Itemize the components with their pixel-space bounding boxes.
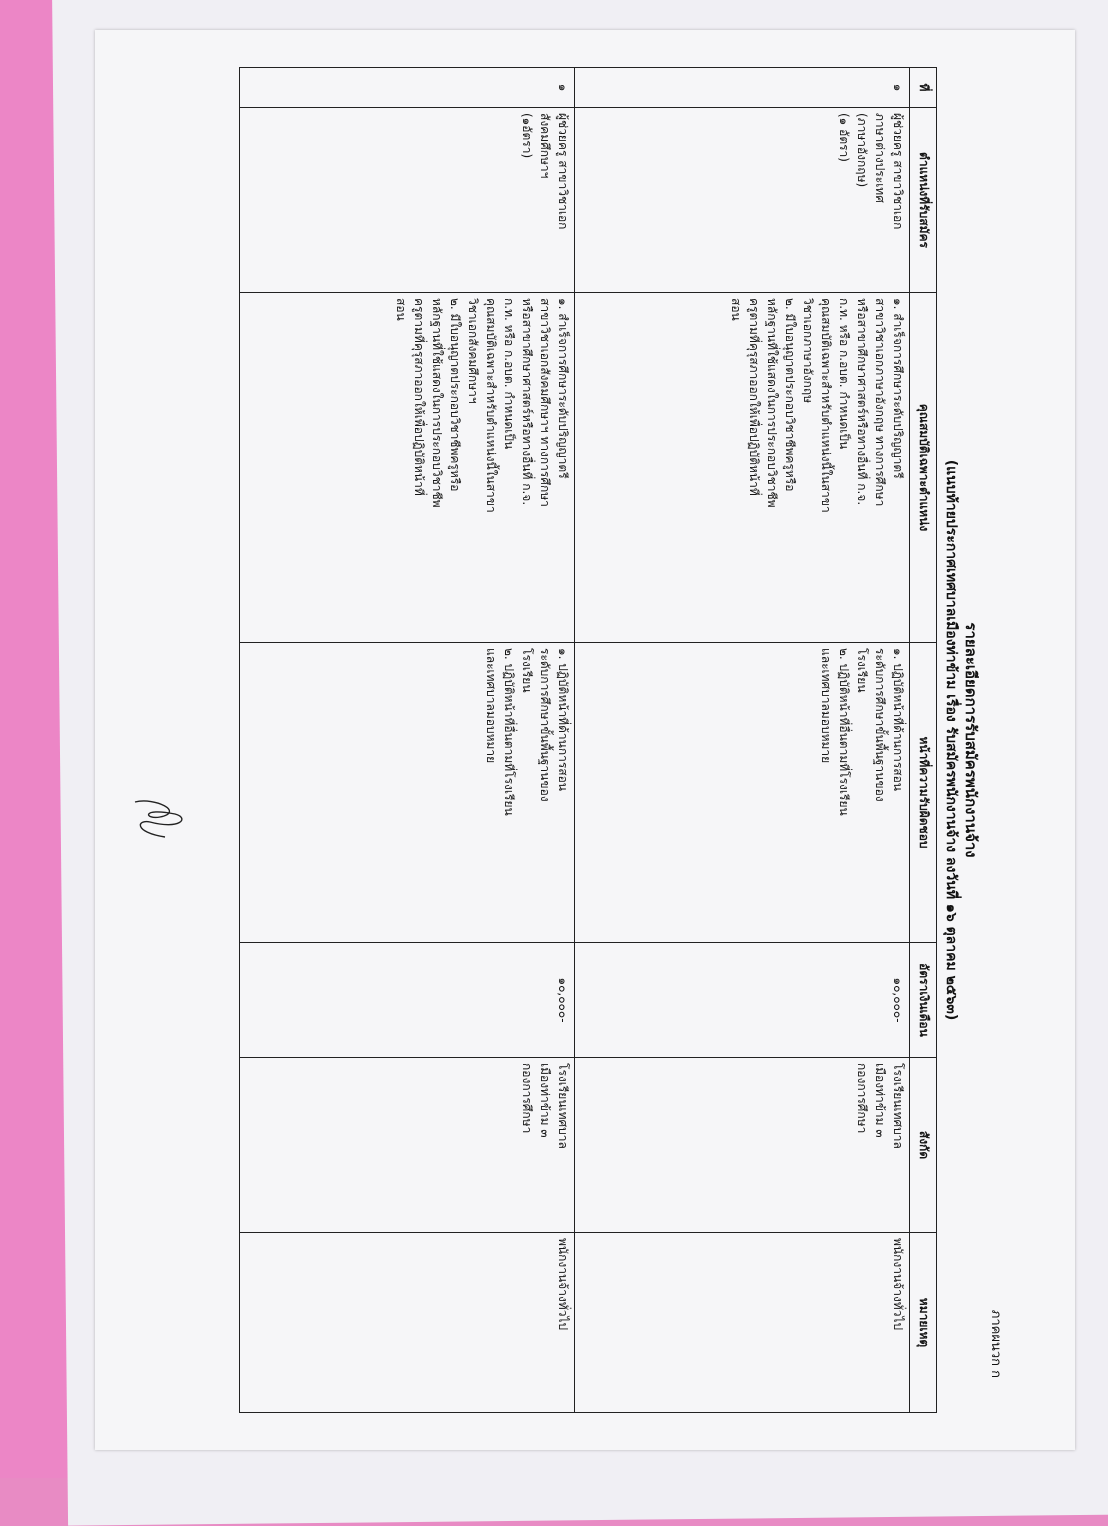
header-remark: หมายเหตุ (910, 1233, 937, 1413)
duties-line: โรงเรียน (855, 648, 869, 693)
row-number: ๑ (240, 68, 575, 108)
position-line: ผู้ช่วยครู สาขาวิชาเอก (556, 113, 570, 230)
duties-line: และเทศบาลมอบหมาย (484, 648, 498, 764)
qualifications-line: สาขาวิชาเอกสังคมศึกษาฯ ทางการศึกษา (538, 298, 552, 507)
qualifications-line: ๒. มีใบอนุญาตประกอบวิชาชีพครูหรือ (448, 298, 462, 492)
affiliation-line: เมืองท่าข้าม ๓ (873, 1063, 887, 1138)
row-number: ๑ (575, 68, 910, 108)
qualifications-line: หรือสาขาศึกษาศาสตร์หรือทางอื่นที่ ก.จ. (520, 298, 534, 506)
document-title: รายละเอียดการรับสมัครพนักงานจ้าง (962, 622, 980, 858)
qualifications-line: ก.ท. หรือ ก.อบต. กำหนดเป็น (502, 298, 516, 450)
affiliation-line: กองการศึกษา (855, 1063, 869, 1134)
header-affiliation: สังกัด (910, 1058, 937, 1233)
duties-cell (575, 643, 910, 943)
duties-line: ระดับการศึกษาขั้นพื้นฐานของ (873, 648, 887, 802)
signature-mark (125, 792, 195, 842)
remark-cell (240, 1233, 575, 1413)
position-line: (ภาษาอังกฤษ) (855, 113, 869, 188)
remark-line: พนักงานจ้างทั่วไป (556, 1238, 570, 1331)
position-line: ภาษาต่างประเทศ (873, 113, 887, 203)
table-row (575, 68, 910, 1413)
qualifications-line: ก.ท. หรือ ก.อบต. กำหนดเป็น (837, 298, 851, 450)
qualifications-line: หรือสาขาศึกษาศาสตร์หรือทางอื่นที่ ก.จ. (855, 298, 869, 506)
recruitment-table (239, 67, 937, 1413)
affiliation-line: โรงเรียนเทศบาล (556, 1063, 570, 1149)
header-position: ตำแหน่งที่รับสมัคร (910, 108, 937, 293)
remark-line: พนักงานจ้างทั่วไป (891, 1238, 905, 1331)
qualifications-cell (575, 293, 910, 643)
duties-line: ๒. ปฏิบัติหน้าที่อื่นตามที่โรงเรียน (502, 648, 516, 816)
affiliation-line: เมืองท่าข้าม ๓ (538, 1063, 552, 1138)
duties-cell (240, 643, 575, 943)
duties-line: และเทศบาลมอบหมาย (819, 648, 833, 764)
duties-line: โรงเรียน (520, 648, 534, 693)
duties-line: ระดับการศึกษาขั้นพื้นฐานของ (538, 648, 552, 802)
position-line: (๑อัตรา) (520, 113, 534, 159)
table-row (240, 68, 575, 1413)
qualifications-line: คุณสมบัติเฉพาะสำหรับตำแหน่งนี้ในสาขา (484, 298, 498, 513)
qualifications-line: วิชาเอกสังคมศึกษาฯ (466, 298, 480, 404)
position-cell (575, 108, 910, 293)
header-qualifications: คุณสมบัติเฉพาะตำแหน่ง (910, 293, 937, 643)
qualifications-line: สอน (729, 298, 743, 321)
duties-line: ๑. ปฏิบัติหน้าที่ด้านการสอน (891, 648, 905, 792)
table-header-row (910, 68, 937, 1413)
annex-label: ภาคผนวก ก (988, 1309, 1003, 1378)
affiliation-line: กองการศึกษา (520, 1063, 534, 1134)
header-duties: หน้าที่ความรับผิดชอบ (910, 643, 937, 943)
position-line: (๑ อัตรา) (837, 113, 851, 162)
position-line: สังคมศึกษาฯ (538, 113, 552, 179)
qualifications-line: หลักฐานที่ใช้แสดงในการประกอบวิชาชีพ (430, 298, 444, 508)
header-no: ที่ (910, 68, 937, 108)
qualifications-line: สาขาวิชาเอกภาษาอังกฤษ ทางการศึกษา (873, 298, 887, 507)
qualifications-line: ๑. สำเร็จการศึกษาระดับปริญญาตรี (891, 298, 905, 479)
qualifications-line: ๑. สำเร็จการศึกษาระดับปริญญาตรี (556, 298, 570, 479)
position-line: ผู้ช่วยครู สาขาวิชาเอก (891, 113, 905, 230)
position-cell (240, 108, 575, 293)
affiliation-line: โรงเรียนเทศบาล (891, 1063, 905, 1149)
qualifications-line: สอน (394, 298, 408, 321)
qualifications-line: ๒. มีใบอนุญาตประกอบวิชาชีพครูหรือ (783, 298, 797, 492)
qualifications-line: หลักฐานที่ใช้แสดงในการประกอบวิชาชีพ (765, 298, 779, 508)
qualifications-cell (240, 293, 575, 643)
qualifications-line: ครูตามที่คุรุสภาออกให้เพื่อปฏิบัติหน้าที่ (412, 298, 426, 496)
rotated-document (90, 32, 1065, 1448)
document-subtitle: (แนบท้ายประกาศเทศบาลเมืองท่าข้าม เรื่อง รับสมัครพนักงานจ้าง ลงวันที่ ๑๖ ตุลาคม ๒๕๖๓) (943, 459, 959, 1021)
salary-cell: ๑๐,๐๐๐- (575, 943, 910, 1058)
qualifications-line: คุณสมบัติเฉพาะสำหรับตำแหน่งนี้ในสาขา (819, 298, 833, 513)
header-salary: อัตราเงินเดือน (910, 943, 937, 1058)
salary-cell: ๑๐,๐๐๐- (240, 943, 575, 1058)
duties-line: ๒. ปฏิบัติหน้าที่อื่นตามที่โรงเรียน (837, 648, 851, 816)
remark-cell (575, 1233, 910, 1413)
duties-line: ๑. ปฏิบัติหน้าที่ด้านการสอน (556, 648, 570, 792)
affiliation-cell (575, 1058, 910, 1233)
qualifications-line: ครูตามที่คุรุสภาออกให้เพื่อปฏิบัติหน้าที่ (747, 298, 761, 496)
qualifications-line: วิชาเอกภาษาอังกฤษ (801, 298, 815, 403)
affiliation-cell (240, 1058, 575, 1233)
